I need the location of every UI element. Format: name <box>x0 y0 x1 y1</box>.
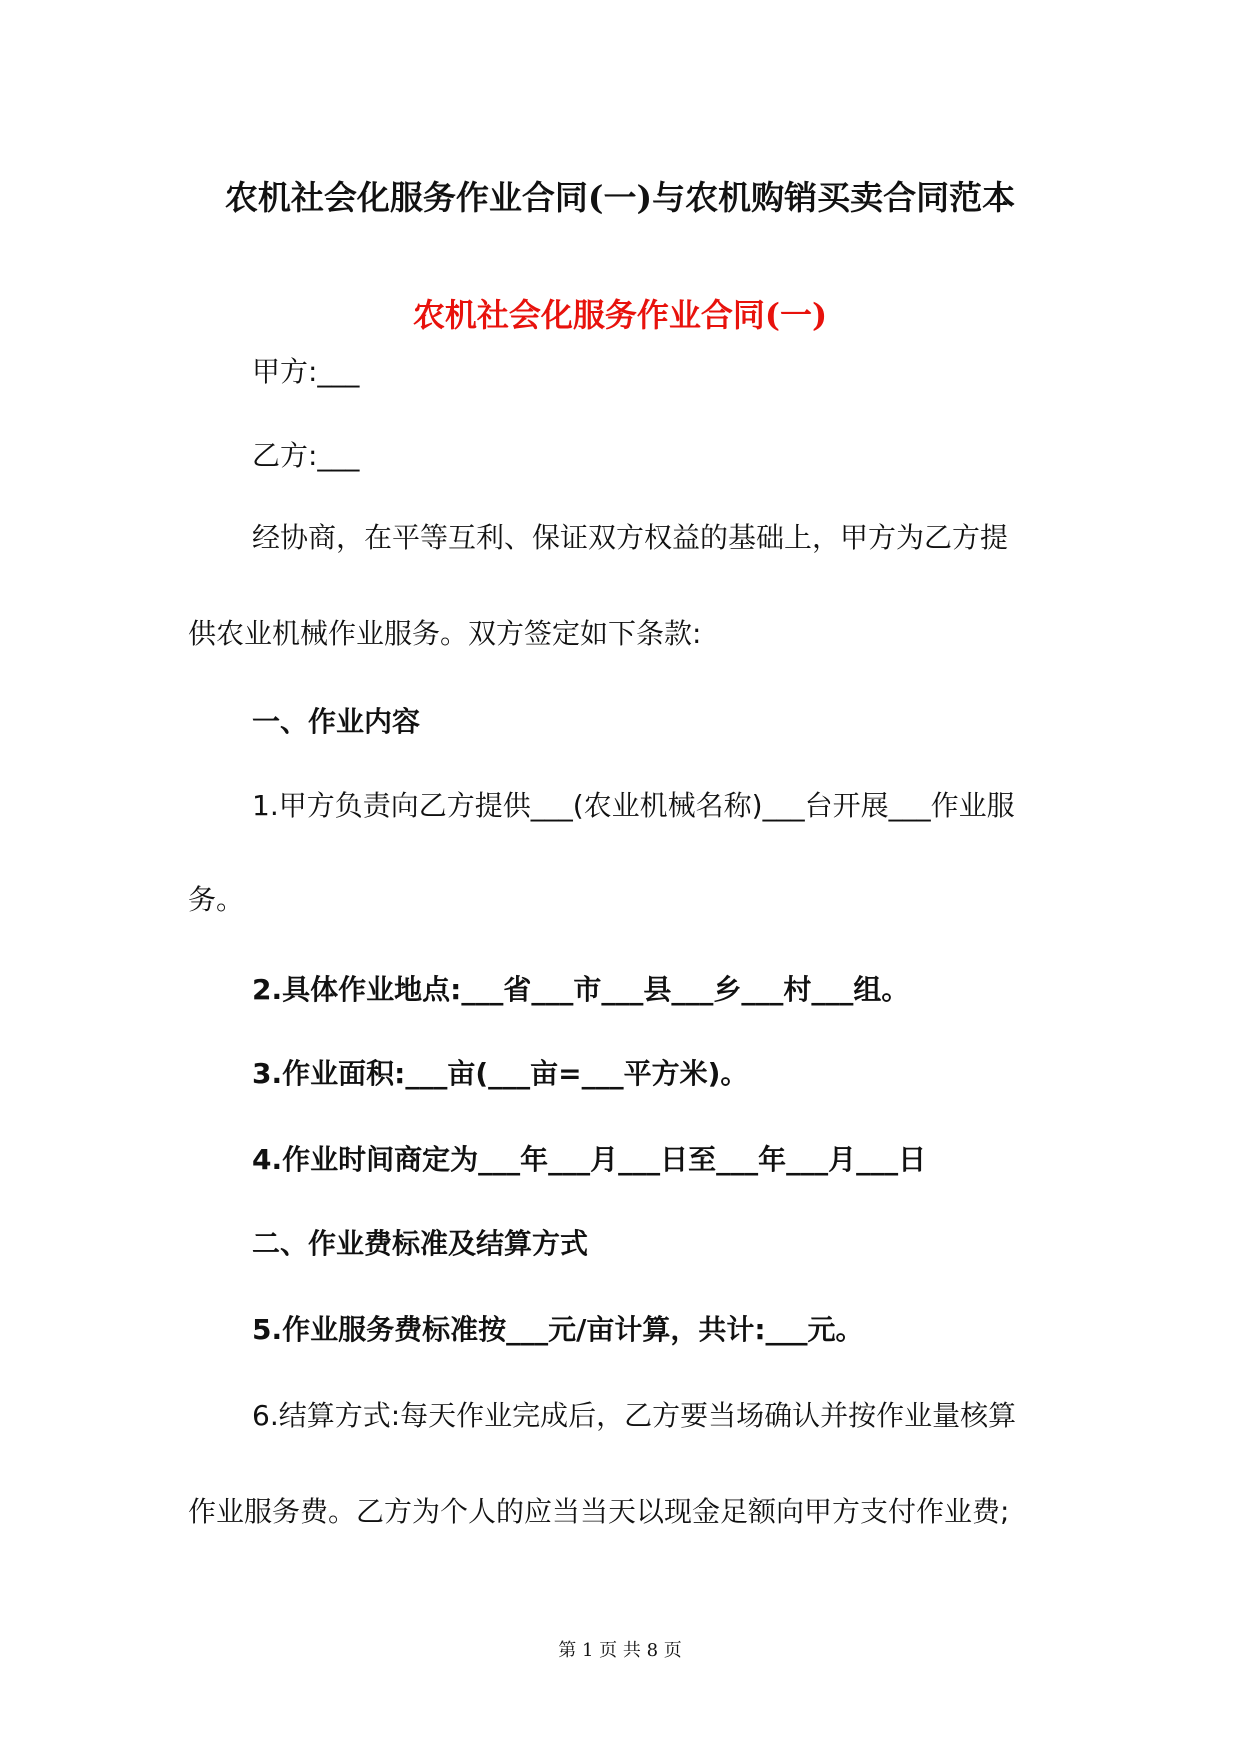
clause-5: 5.作业服务费标准按___元/亩计算，共计:___元。 <box>252 1313 864 1346</box>
clause-6-line-1: 6.结算方式:每天作业完成后，乙方要当场确认并按作业量核算 <box>252 1399 1017 1432</box>
heading-work-content: 一、作业内容 <box>252 705 421 738</box>
intro-paragraph-line-2: 供农业机械作业服务。双方签定如下条款: <box>188 617 702 650</box>
section-title: 农机社会化服务作业合同(一) <box>412 296 828 334</box>
party-a-line: 甲方:___ <box>252 355 360 388</box>
page-indicator: 第 1 页 共 8 页 <box>558 1640 682 1661</box>
intro-paragraph-line-1: 经协商，在平等互利、保证双方权益的基础上，甲方为乙方提 <box>252 521 1009 554</box>
clause-4: 4.作业时间商定为___年___月___日至___年___月___日 <box>252 1143 927 1176</box>
clause-6-line-2: 作业服务费。乙方为个人的应当当天以现金足额向甲方支付作业费; <box>188 1495 1010 1528</box>
clause-3: 3.作业面积:___亩(___亩=___平方米)。 <box>252 1057 749 1090</box>
clause-1-line-2: 务。 <box>188 883 245 916</box>
clause-2: 2.具体作业地点:___省___市___县___乡___村___组。 <box>252 973 910 1006</box>
clause-1-line-1: 1.甲方负责向乙方提供___(农业机械名称)___台开展___作业服 <box>252 789 1015 822</box>
document-title: 农机社会化服务作业合同(一)与农机购销买卖合同范本 <box>224 178 1016 217</box>
heading-fee-settlement: 二、作业费标准及结算方式 <box>252 1227 589 1260</box>
party-b-line: 乙方:___ <box>252 439 360 472</box>
